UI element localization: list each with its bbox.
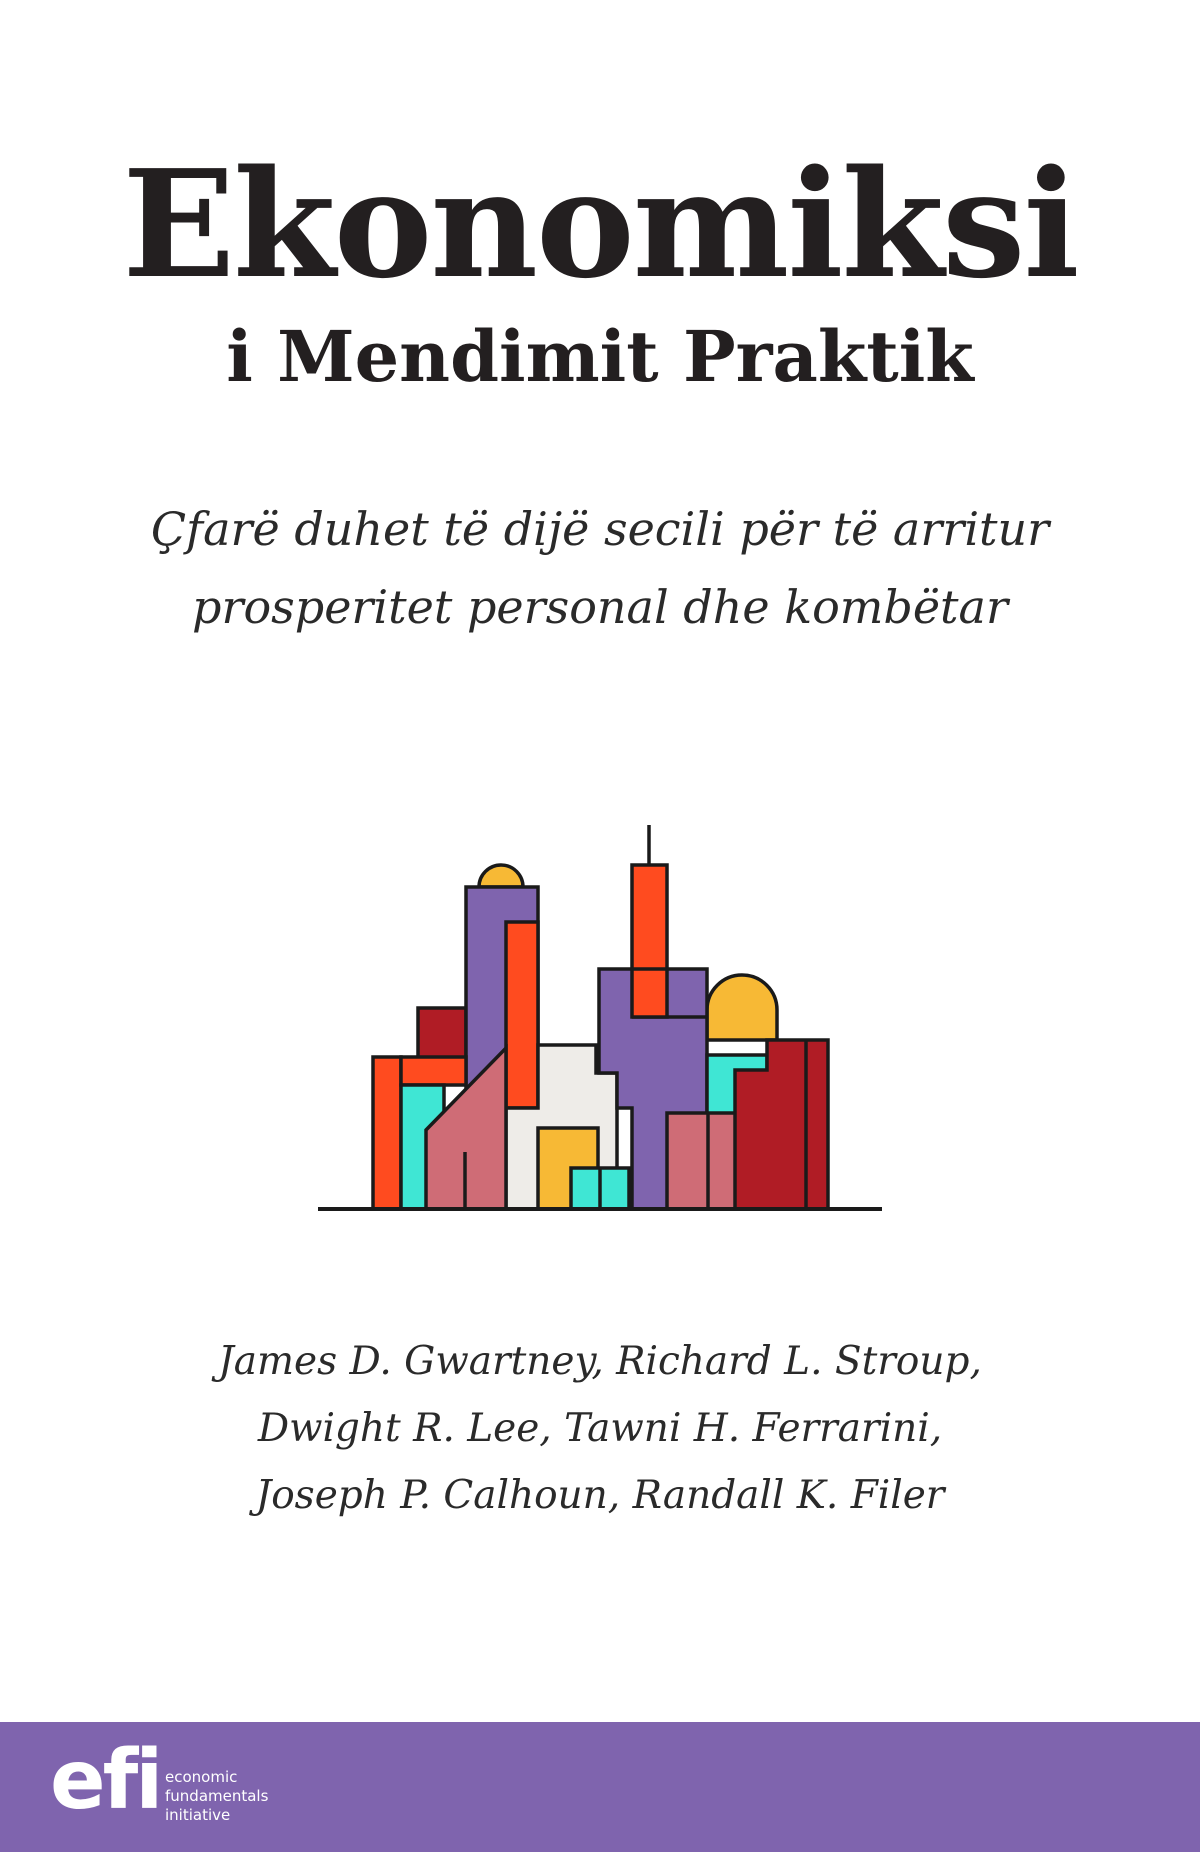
dome-yellow-left — [479, 865, 523, 887]
tagline-line: prosperitet personal dhe kombëtar — [192, 580, 1008, 634]
footer-band — [0, 1722, 1200, 1852]
logo-text-line: economic — [165, 1768, 238, 1786]
author-line: Joseph P. Calhoun, Randall K. Filer — [255, 1473, 945, 1518]
book-subtitle: i Mendimit Praktik — [226, 315, 974, 398]
dome-yellow-right — [707, 975, 777, 1040]
city-skyline-illustration — [310, 815, 890, 1215]
logo-text-line: fundamentals — [165, 1787, 269, 1805]
building-orange-band — [401, 1057, 466, 1085]
author-line: James D. Gwartney, Richard L. Stroup, — [218, 1339, 982, 1384]
logo-text-line: initiative — [165, 1806, 231, 1824]
efi-logo-text — [165, 1768, 268, 1825]
tagline-line: Çfarë duhet të dijë secili për të arritur — [150, 502, 1050, 556]
author-list — [0, 1328, 1200, 1529]
building-orange-strip — [506, 922, 538, 1108]
author-line: Dwight R. Lee, Tawni H. Ferrarini, — [257, 1406, 943, 1451]
book-title: Ekonomiksi — [122, 137, 1078, 311]
building-orange-left — [373, 1057, 401, 1209]
tagline — [0, 490, 1200, 646]
building-orange-tall — [632, 865, 667, 1017]
efi-logo-mark: efi — [50, 1733, 161, 1828]
building-dark-red-small — [418, 1008, 466, 1058]
